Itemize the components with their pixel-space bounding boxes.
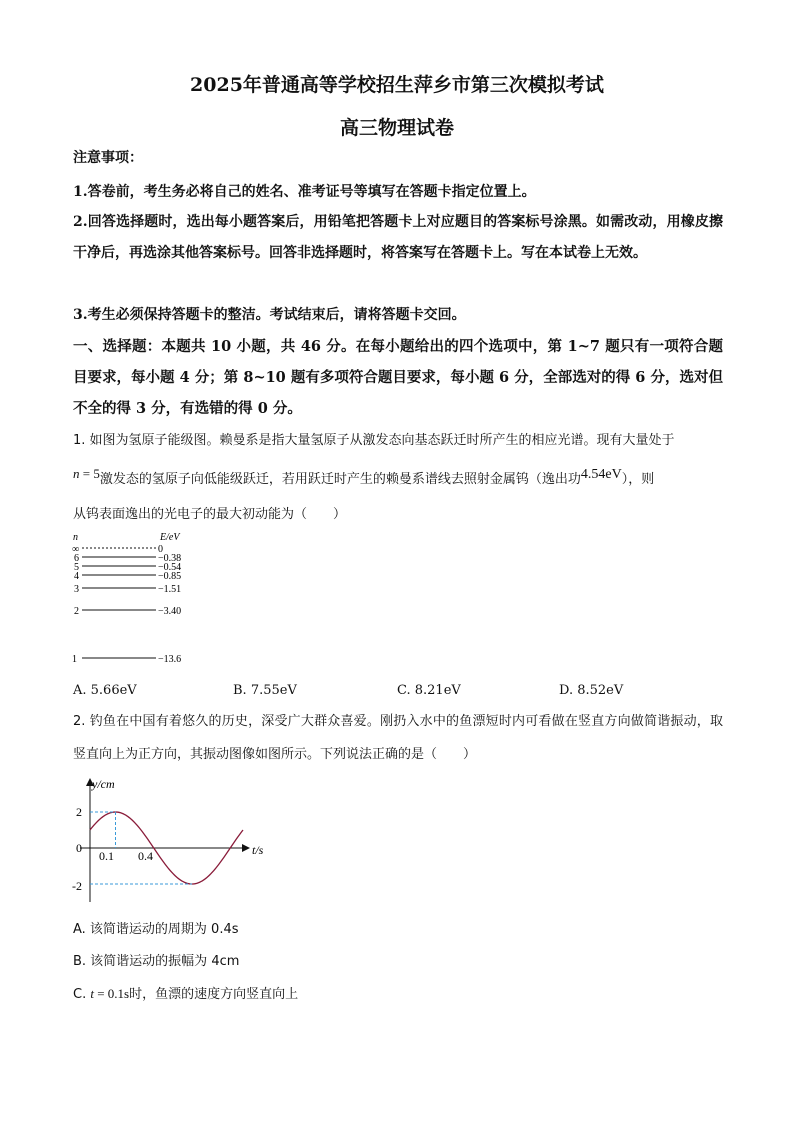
- q2-option-a[interactable]: A. 该简谐运动的周期为 0.4s: [73, 922, 239, 937]
- level-e: −0.54: [158, 562, 182, 573]
- level-1: [72, 654, 181, 665]
- level-n: 3: [74, 584, 79, 595]
- level-n: 6: [74, 553, 79, 564]
- q1-n-equals: = 5: [79, 466, 100, 481]
- q2-option-c-variable: t: [90, 986, 94, 1001]
- q1-option-c[interactable]: C. 8.21eV: [397, 683, 461, 698]
- level-n: ∞: [72, 544, 80, 555]
- y-tick-label: 2: [76, 805, 82, 819]
- level-2: [74, 606, 181, 617]
- q2-option-c-value: = 0.1s: [93, 986, 130, 1001]
- y-tick-label: 0: [76, 841, 82, 855]
- level-n: 2: [74, 606, 79, 617]
- q1-option-a[interactable]: A. 5.66eV: [73, 683, 137, 698]
- q1-work-function: 4.54eV: [580, 467, 622, 482]
- q2-text: 2. 钓鱼在中国有着悠久的历史，深受广大群众喜爱。刚扔入水中的鱼漂短时内可看做在竖直方向做简谐振动，取竖直向上为正方向，其振动图像如图所示。下列说法正确的是（ ）: [73, 714, 723, 762]
- q2-option-c-text: 时，鱼漂的速度方向竖直向上: [129, 987, 299, 1002]
- y-axis-label: y/cm: [92, 777, 115, 791]
- level-e: −13.6: [158, 654, 182, 665]
- notice-item-2: 2.回答选择题时，选出每小题答案后，用铅笔把答题卡上对应题目的答案标号涂黑。如需改动，用橡皮擦干净后，再选涂其他答案标号。回答非选择题时，将答案写在答题卡上。写在本试卷上无效。: [73, 214, 723, 261]
- q1-option-d[interactable]: D. 8.52eV: [559, 683, 624, 698]
- diagram-e-label: E/eV: [160, 532, 180, 543]
- level-e: 0: [158, 544, 163, 555]
- x-tick-label: 0.4: [138, 849, 153, 863]
- x-tick-label: 0.1: [99, 849, 114, 863]
- level-inf: [72, 544, 163, 555]
- q1-line-2-text: 激发态的氢原子向低能级跃迁，若用跃迁时产生的赖曼系谱线去照射金属钨（逸出功: [99, 472, 581, 487]
- q1-n-variable: n: [73, 466, 80, 481]
- q1-line-3: 从钨表面逸出的光电子的最大初动能为（ ）: [73, 507, 347, 522]
- notice-item-1: 1.答卷前，考生务必将自己的姓名、准考证号等填写在答题卡指定位置上。: [73, 184, 536, 200]
- notice-item-3: 3.考生必须保持答题卡的整洁。考试结束后，请将答题卡交回。: [73, 307, 466, 323]
- level-e: −0.85: [158, 571, 182, 582]
- q1-option-b[interactable]: B. 7.55eV: [233, 683, 297, 698]
- notice-heading: 注意事项：: [73, 150, 143, 166]
- level-n: 5: [74, 562, 79, 573]
- energy-level-diagram: [70, 528, 210, 668]
- diagram-n-label: n: [73, 532, 78, 543]
- q2-option-c[interactable]: [73, 977, 298, 1011]
- section-intro: 一、选择题：本题共 10 小题，共 46 分。在每小题给出的四个选项中，第 1~7 题只有一项符合题目要求，每小题 4 分；第 8~10 题有多项符合题目要求，每小题 6 分，全部选对的得 6 分，选对但不全的得 3 分，有选错的得 0 分。: [73, 338, 723, 417]
- exam-subtitle: 高三物理试卷: [339, 117, 454, 139]
- level-n: 1: [72, 654, 77, 665]
- q2-option-c-prefix: C.: [73, 987, 91, 1002]
- x-axis-label: t/s: [252, 843, 264, 857]
- y-tick-label: -2: [72, 879, 82, 893]
- level-4: [74, 571, 181, 582]
- level-n: 4: [74, 571, 79, 582]
- q1-line-2: [73, 462, 723, 496]
- q1-line-1: 1. 如图为氢原子能级图。赖曼系是指大量氢原子从激发态向基态跃迁时所产生的相应光谱。现有大量处于: [73, 433, 675, 448]
- exam-title: 2025年普通高等学校招生萍乡市第三次模拟考试: [190, 74, 604, 96]
- q2-option-b[interactable]: B. 该简谐运动的振幅为 4cm: [73, 954, 240, 969]
- level-e: −3.40: [158, 606, 182, 617]
- level-e: −0.38: [158, 553, 182, 564]
- vibration-graph: [70, 774, 270, 909]
- level-e: −1.51: [158, 584, 182, 595]
- level-3: [74, 584, 181, 595]
- q1-line-2-end: ），则: [621, 472, 655, 487]
